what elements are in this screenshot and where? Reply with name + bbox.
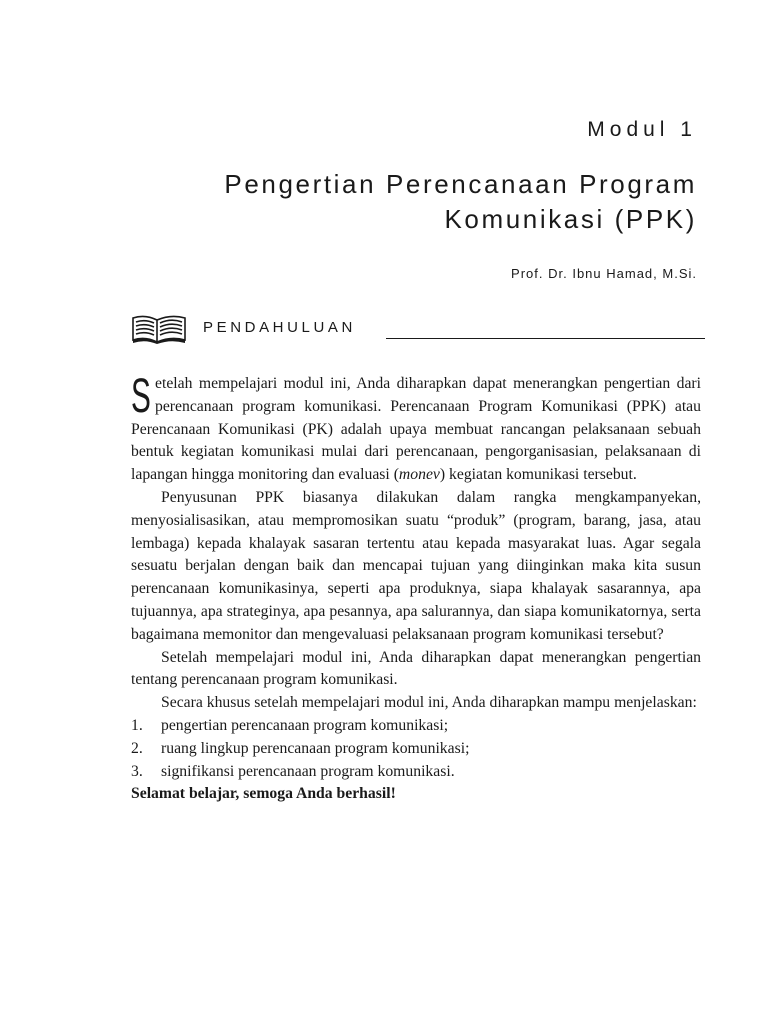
section-header <box>131 312 705 342</box>
closing-message: Selamat belajar, semoga Anda berhasil! <box>131 785 396 803</box>
intro-paragraph-2: Penyusunan PPK biasanya dilakukan dalam rangka mengkampanyekan, menyosialisasikan, atau mempromosikan suatu “produk” (program, barang, jasa, atau lembaga) kepada khalayak sasaran tertentu atau kepada masyarakat luas. Agar segala sesuatu berjalan dengan baik dan mencapai tujuan yang diinginkan maka kita susun perencanaan komunikasinya, seperti apa produknya, siapa khalayak sasarannya, apa tujuannya, apa strateginya, apa pesannya, apa salurannya, dan siapa komunikatornya, serta bagaimana memonitor dan mengevaluasi pelaksanaan program komunikasi tersebut? <box>131 488 701 643</box>
page-title <box>137 167 697 237</box>
intro-paragraph-1 <box>131 370 701 487</box>
list-item <box>131 761 701 784</box>
list-number: 3. <box>131 762 143 780</box>
list-item <box>131 738 701 761</box>
intro-paragraph-3: Setelah mempelajari modul ini, Anda diharapkan dapat menerangkan pengertian tentang perencanaan program komunikasi. <box>131 648 701 689</box>
section-divider <box>386 338 705 339</box>
drop-cap: S <box>131 370 151 423</box>
title-line-2: Komunikasi (PPK) <box>444 204 697 234</box>
open-book-icon <box>131 312 187 344</box>
monev-term: monev <box>398 466 440 484</box>
objectives-list <box>131 715 701 783</box>
title-line-1: Pengertian Perencanaan Program <box>224 169 697 199</box>
author-name: Prof. Dr. Ibnu Hamad, M.Si. <box>511 266 697 281</box>
intro-paragraph-4: Secara khusus setelah mempelajari modul ini, Anda diharapkan mampu menjelaskan: <box>161 694 697 712</box>
section-title: PENDAHULUAN <box>203 319 356 336</box>
module-number: Modul 1 <box>587 118 697 141</box>
list-text: pengertian perencanaan program komunikasi; <box>161 716 449 734</box>
list-number: 1. <box>131 716 143 734</box>
list-text: signifikansi perencanaan program komunikasi. <box>161 762 455 780</box>
paragraph-1-end: ) kegiatan komunikasi tersebut. <box>439 466 637 484</box>
intro-text <box>131 370 701 806</box>
paragraph-1-text: etelah mempelajari modul ini, Anda diharapkan dapat menerangkan pengertian dari perencanaan program komunikasi. Perencanaan Program Komunikasi (PPK) atau Perencanaan Komunikasi (PK) adalah upaya membuat rancangan pelaksanaan sebuah bentuk kegiatan komunikasi mulai dari perencanaan, pengorganisasian, pelaksanaan di lapangan hingga monitoring dan evaluasi ( <box>131 375 701 484</box>
list-item <box>131 715 701 738</box>
list-text: ruang lingkup perencanaan program komunikasi; <box>161 739 470 757</box>
list-number: 2. <box>131 739 143 757</box>
